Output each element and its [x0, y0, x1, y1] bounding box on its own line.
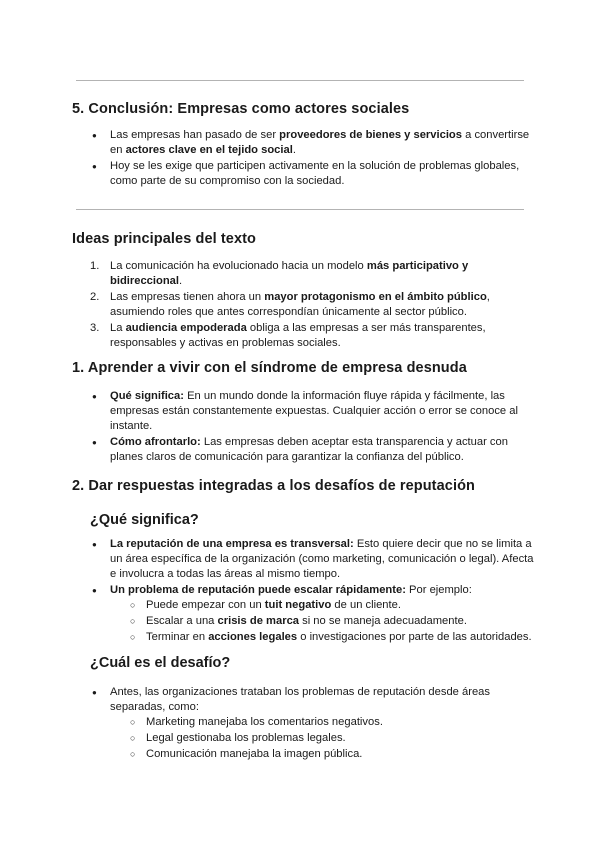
list-item: ● Un problema de reputación puede escalar rápidamente: Por ejemplo: ○ Puede empezar con un tuit negativo de un cliente. ○ Escalar a una crisis de marca si no se maneja adecuadamente. ○ Terminar en acciones legales o investigaciones por parte de las autoridades.	[90, 583, 542, 645]
section-1-list	[90, 389, 542, 465]
sublist-escalation	[110, 598, 542, 645]
list-item: 1. La comunicación ha evolucionado hacia un modelo más participativo y bidireccional.	[90, 260, 469, 287]
divider	[76, 80, 524, 81]
sub-list-item: ○ Comunicación manejaba la imagen pública.	[110, 747, 546, 762]
subheading-que-significa: ¿Qué significa?	[90, 512, 199, 528]
section-2-list-a	[90, 537, 542, 645]
section-2-list-b	[90, 685, 542, 762]
divider	[76, 209, 524, 210]
ideas-list	[90, 259, 542, 351]
sub-list-item: ○ Puede empezar con un tuit negativo de un cliente.	[110, 598, 546, 613]
list-item: ● La reputación de una empresa es transversal: Esto quiere decir que no se limita a un área específica de la organización (como marketing, comunicación o legal). Afecta e involucra a todas las áreas al mismo tiempo.	[90, 537, 542, 582]
sub-list-item: ○ Legal gestionaba los problemas legales.	[110, 731, 546, 746]
subheading-cual-es-el-desafio: ¿Cuál es el desafío?	[90, 655, 231, 671]
section-5-heading: 5. Conclusión: Empresas como actores sociales	[72, 101, 410, 117]
list-item: ● Cómo afrontarlo: Las empresas deben aceptar esta transparencia y actuar con planes claros de comunicación para garantizar la confianza del público.	[90, 435, 542, 465]
sub-list-item: ○ Marketing manejaba los comentarios negativos.	[110, 715, 546, 730]
sublist-areas	[110, 715, 542, 762]
section-2-heading: 2. Dar respuestas integradas a los desafíos de reputación	[72, 478, 475, 494]
list-item: ● Antes, las organizaciones trataban los problemas de reputación desde áreas separadas, como: ○ Marketing manejaba los comentarios negativos. ○ Legal gestionaba los problemas legales. ○ Comunicación manejaba la imagen pública.	[90, 685, 542, 762]
sub-list-item: ○ Escalar a una crisis de marca si no se maneja adecuadamente.	[110, 614, 546, 629]
list-item: 3. La audiencia empoderada obliga a las empresas a ser más transparentes, responsables y activas en problemas sociales.	[90, 322, 486, 349]
list-item: 2. Las empresas tienen ahora un mayor protagonismo en el ámbito público, asumiendo roles que antes correspondían únicamente al sector público.	[90, 291, 490, 318]
section-1-heading: 1. Aprender a vivir con el síndrome de empresa desnuda	[72, 360, 467, 376]
list-item: ● Las empresas han pasado de ser proveedores de bienes y servicios a convertirse en actores clave en el tejido social.	[90, 128, 542, 158]
section-5-list	[90, 128, 542, 189]
ideas-heading: Ideas principales del texto	[72, 231, 257, 247]
list-item: ● Hoy se les exige que participen activamente en la solución de problemas globales, como parte de su compromiso con la sociedad.	[90, 159, 542, 189]
sub-list-item: ○ Terminar en acciones legales o investigaciones por parte de las autoridades.	[110, 630, 546, 645]
list-item: ● Qué significa: En un mundo donde la información fluye rápida y fácilmente, las empresas están constantemente expuestas. Cualquier acción o error se conoce al instante.	[90, 389, 542, 434]
